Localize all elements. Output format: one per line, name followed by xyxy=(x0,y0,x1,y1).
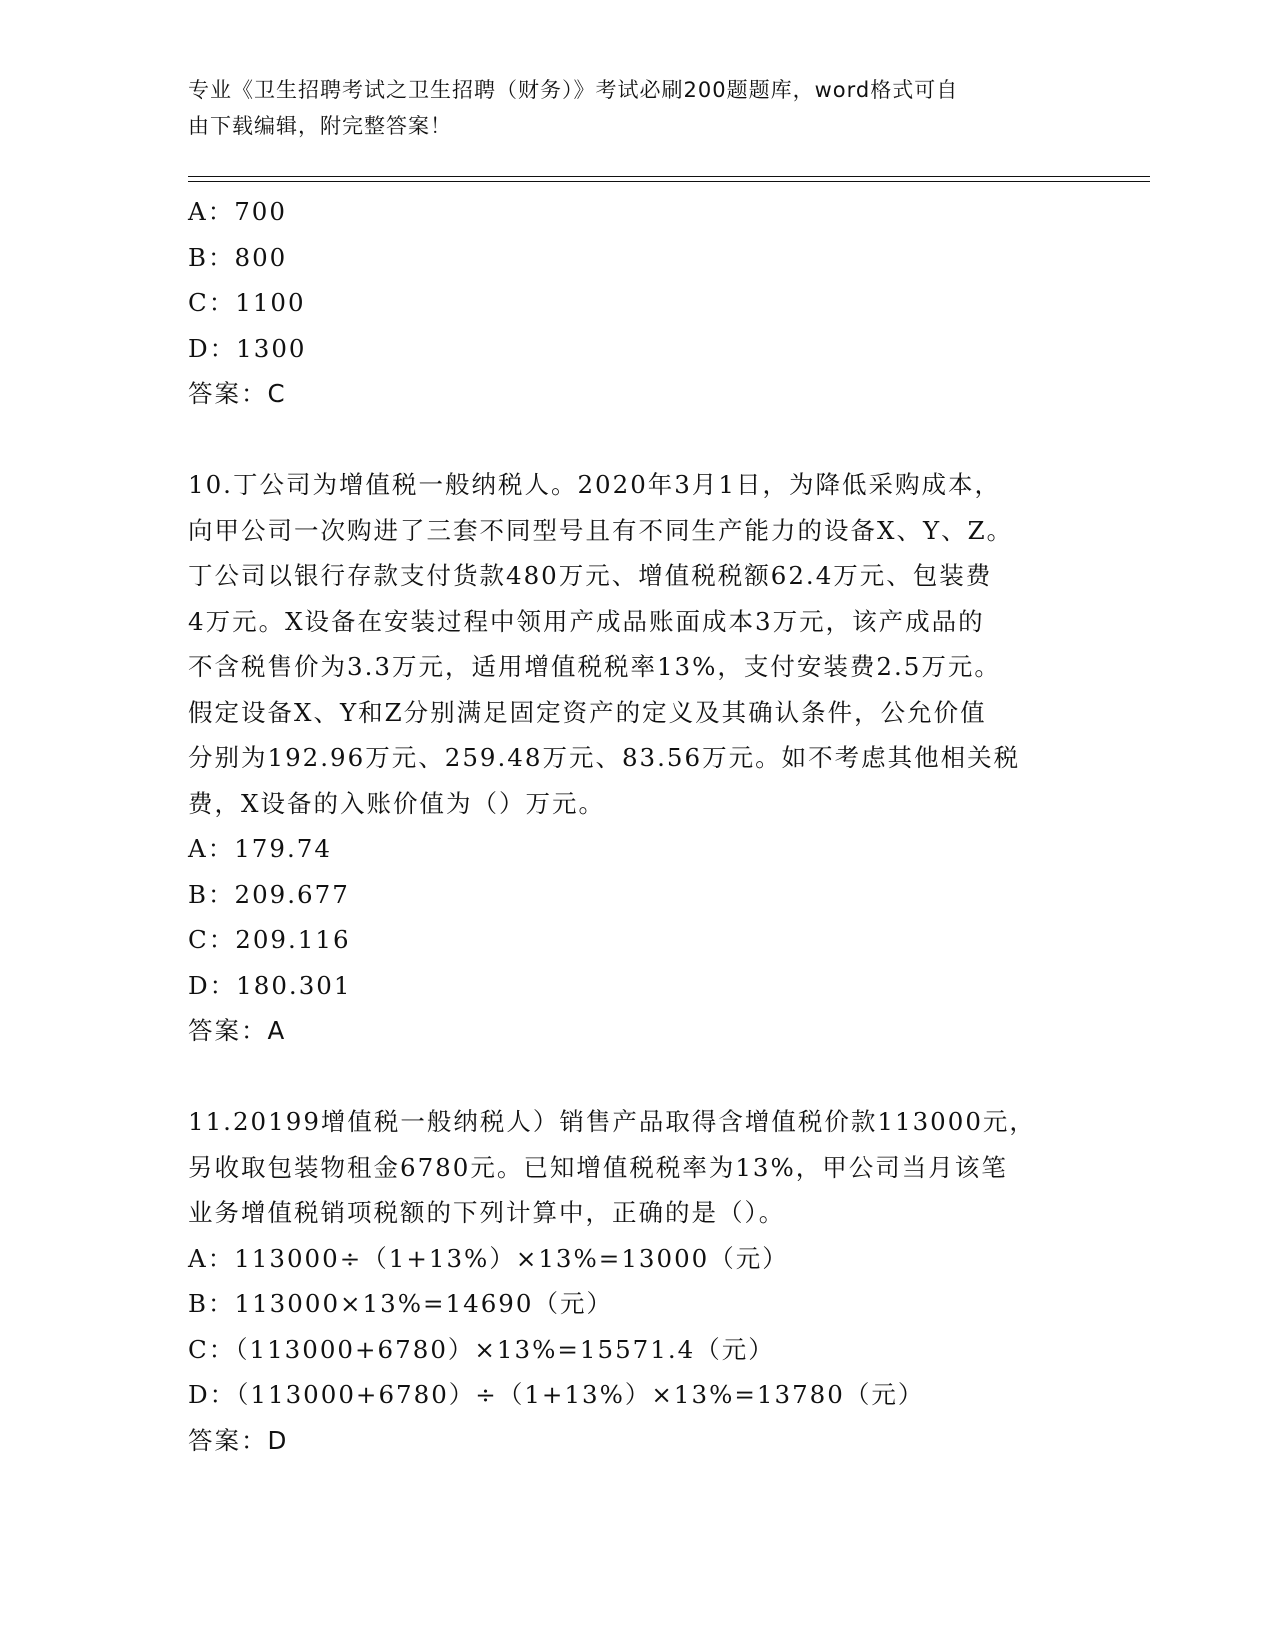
option-c: C：（113000+6780）×13%=15571.4（元） xyxy=(188,1334,775,1364)
option-b: B：113000×13%=14690（元） xyxy=(188,1289,613,1318)
option-d: D：180.301 xyxy=(188,970,352,1000)
question-10-answer: 答案：A xyxy=(188,1016,287,1045)
question-10-line: 4万元。X设备在安装过程中领用产成品账面成本3万元，该产成品的 xyxy=(188,606,985,636)
question-10-line: 丁公司以银行存款支付货款480万元、增值税税额62.4万元、包装费 xyxy=(188,561,993,590)
option-d: D：（113000+6780）÷（1+13%）×13%=13780（元） xyxy=(188,1380,925,1409)
option-d: D：1300 xyxy=(188,333,307,363)
option-a: A：113000÷（1+13%）×13%=13000（元） xyxy=(188,1243,789,1273)
page-header xyxy=(188,72,1068,144)
question-10-line: 费，X设备的入账价值为（）万元。 xyxy=(188,788,605,818)
option-b: B：209.677 xyxy=(188,879,350,909)
question-10-line: 分别为192.96万元、259.48万元、83.56万元。如不考虑其他相关税 xyxy=(188,743,1021,772)
question-10-line: 假定设备X、Y和Z分别满足固定资产的定义及其确认条件，公允价值 xyxy=(188,697,987,727)
option-c: C：1100 xyxy=(188,288,306,317)
question-9-answer: 答案：C xyxy=(188,379,287,408)
question-11-line: 业务增值税销项税额的下列计算中，正确的是（）。 xyxy=(188,1198,786,1227)
question-10-line: 10.丁公司为增值税一般纳税人。2020年3月1日，为降低采购成本， xyxy=(188,470,1001,499)
question-10 xyxy=(188,462,1078,1054)
document-body xyxy=(188,189,1078,1463)
question-11-line: 另收取包装物租金6780元。已知增值税税率为13%，甲公司当月该笔 xyxy=(188,1152,1008,1182)
question-11-line: 11.20199增值税一般纳税人）销售产品取得含增值税价款113000元， xyxy=(188,1107,1036,1136)
spacer xyxy=(188,1054,1078,1100)
question-10-line: 向甲公司一次购进了三套不同型号且有不同生产能力的设备X、Y、Z。 xyxy=(188,515,1014,545)
header-divider xyxy=(188,176,1150,182)
option-c: C：209.116 xyxy=(188,925,351,954)
header-line-1: 专业《卫生招聘考试之卫生招聘（财务）》考试必刷200题题库，word格式可自 xyxy=(188,78,959,102)
question-11-answer: 答案：D xyxy=(188,1425,289,1455)
option-b: B：800 xyxy=(188,242,288,272)
question-11 xyxy=(188,1099,1078,1463)
option-a: A：179.74 xyxy=(188,834,332,863)
spacer xyxy=(188,417,1078,463)
header-line-2: 由下载编辑，附完整答案！ xyxy=(188,114,452,138)
option-a: A：700 xyxy=(188,197,287,226)
question-10-line: 不含税售价为3.3万元，适用增值税税率13%，支付安装费2.5万元。 xyxy=(188,652,1001,681)
question-9-options xyxy=(188,189,1078,371)
